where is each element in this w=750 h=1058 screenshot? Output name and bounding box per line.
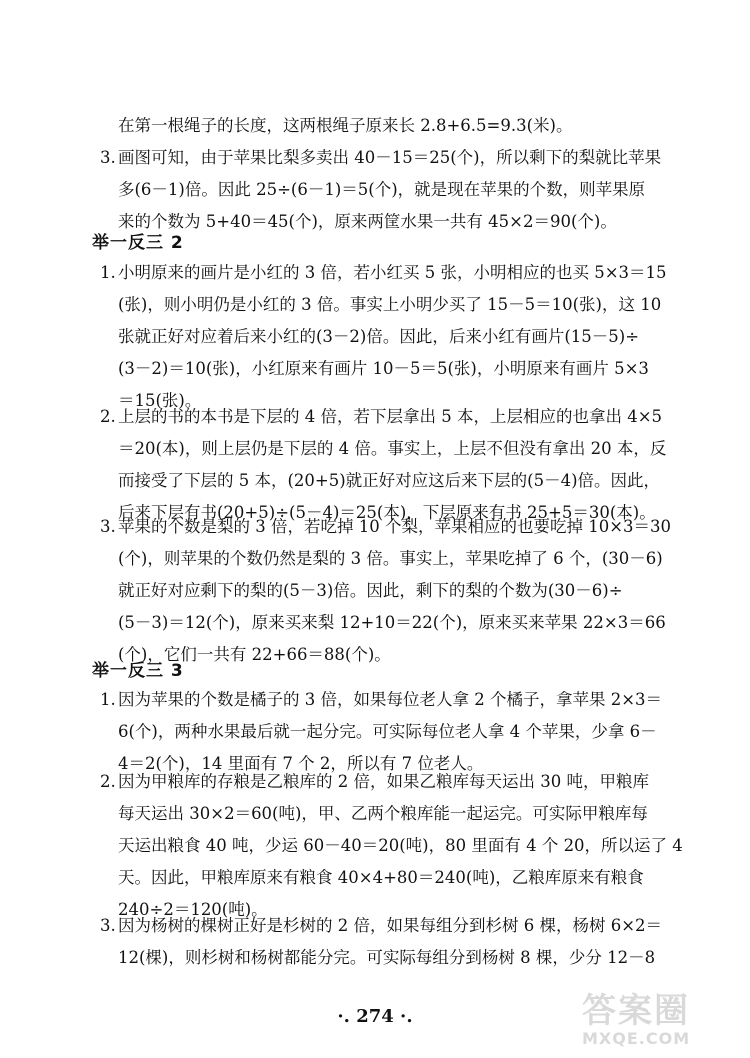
text-line: 苹果的个数是梨的 3 倍，若吃掉 10 个梨，苹果相应的也要吃掉 10×3＝30 [118,517,672,536]
text-line: 天运出粮食 40 吨，少运 60－40＝20(吨)，80 里面有 4 个 20，所以运了 4 [118,836,683,855]
text-line: 小明原来的画片是小红的 3 倍，若小红买 5 张，小明相应的也买 5×3＝15 [118,263,667,282]
item-number: 2. [100,407,116,426]
item-number: 3. [100,916,116,935]
watermark-logo [582,992,732,1050]
text-line: 240÷2＝120(吨)。 [118,900,268,919]
watermark-url: MXQE.COM [582,1029,691,1048]
text-line: ＝15(张)。 [118,391,202,410]
text-line: 4＝2(个)，14 里面有 7 个 2，所以有 7 位老人。 [118,754,484,773]
text-line: (5－3)＝12(个)，原来买来梨 12+10＝22(个)，原来买来苹果 22×3＝66 [118,613,666,632]
text-line: 因为甲粮库的存粮是乙粮库的 2 倍，如果乙粮库每天运出 30 吨，甲粮库 [118,772,649,791]
text-line: 来的个数为 5+40＝45(个)，原来两筐水果一共有 45×2＝90(个)。 [118,212,617,231]
text-line: 因为苹果的个数是橘子的 3 倍，如果每位老人拿 2 个橘子，拿苹果 2×3＝ [118,690,663,709]
text-line: 上层的书的本书是下层的 4 倍，若下层拿出 5 本，上层相应的也拿出 4×5 [118,407,663,426]
text-line: 画图可知，由于苹果比梨多卖出 40－15＝25(个)，所以剩下的梨就比苹果 [118,148,662,167]
text-line: 每天运出 30×2＝60(吨)，甲、乙两个粮库能一起运完。可实际甲粮库每 [118,804,648,823]
text-line: 在第一根绳子的长度，这两根绳子原来长 2.8+6.5=9.3(米)。 [118,116,573,135]
answer-item [100,401,667,529]
text-line: 张就正好对应着后来小红的(3－2)倍。因此，后来小红有画片(15－5)÷ [118,327,640,346]
answer-item [100,910,666,974]
item-number: 2. [100,772,116,791]
text-line: 天。因此，甲粮库原来有粮食 40×4+80＝240(吨)，乙粮库原来有粮食 [118,868,644,887]
item-number: 3. [100,517,116,536]
text-line: 6(个)，两种水果最后就一起分完。可实际每位老人拿 4 个苹果，少拿 6－ [118,722,657,741]
text-line: 后来下层有书(20+5)÷(5－4)＝25(本)，下层原来有书 25+5＝30(本)。 [118,503,656,522]
text-line: (3－2)＝10(张)，小红原来有画片 10－5＝5(张)，小明原来有画片 5×3 [118,359,649,378]
text-line: 而接受了下层的 5 本，(20+5)就正好对应这后来下层的(5－4)倍。因此， [118,471,661,490]
text-line: 因为杨树的棵树正好是杉树的 2 倍，如果每组分到杉树 6 棵，杨树 6×2＝ [118,916,663,935]
answer-item-q3-prev [100,142,666,238]
page-number: ·. 274 ·. [337,1006,413,1027]
watermark-text: 答案圈 [582,991,690,1031]
intro-paragraph [118,110,666,142]
item-number: 3. [100,148,116,167]
section-heading: 举一反三 2 [92,233,184,253]
text-line: ＝20(本)，则上层仍是下层的 4 倍。事实上，上层不但没有拿出 20 本，反 [118,439,667,458]
text-line: (个)，则苹果的个数仍然是梨的 3 倍。事实上，苹果吃掉了 6 个，(30－6) [118,549,663,568]
answer-item [100,511,672,671]
answer-item [100,257,667,417]
item-number: 1. [100,263,116,282]
text-line: (张)，则小明仍是小红的 3 倍。事实上小明少买了 15－5＝10(张)，这 10 [118,295,662,314]
section-heading: 举一反三 3 [92,661,184,681]
text-line: 多(6－1)倍。因此 25÷(6－1)＝5(个)，就是现在苹果的个数，则苹果原 [118,180,646,199]
text-line: 12(棵)，则杉树和杨树都能分完。可实际每组分到杨树 8 棵，少分 12－8 [118,948,656,967]
text-line: (个)，它们一共有 22+66＝88(个)。 [118,645,391,664]
answer-item [100,766,683,926]
item-number: 1. [100,690,116,709]
text-line: 就正好对应剩下的梨的(5－3)倍。因此，剩下的梨的个数为(30－6)÷ [118,581,623,600]
